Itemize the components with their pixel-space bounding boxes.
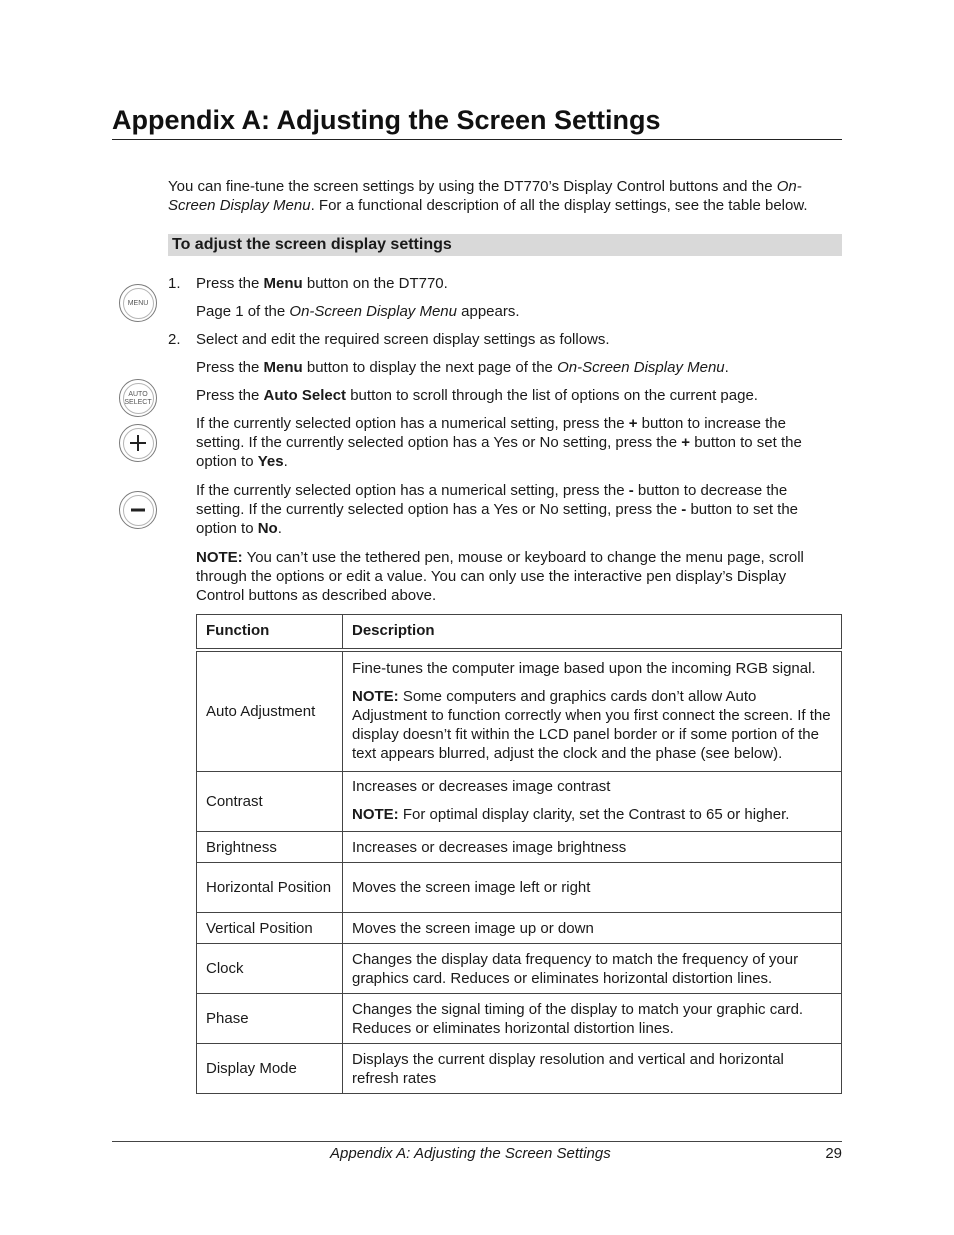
row-function: Vertical Position xyxy=(197,913,343,944)
table-row xyxy=(197,863,842,913)
table-header-row xyxy=(197,615,842,651)
row-function: Auto Adjustment xyxy=(197,650,343,772)
row-note: NOTE: Some computers and graphics cards don’t allow Auto Adjustment to function correctly when you first connect the screen. If the display doesn’t fit within the LCD panel border or if some portion of the text appears blurred, adjust the clock and the phase (see below). xyxy=(352,688,831,762)
plus-instruction: If the currently selected option has a numerical setting, press the + button to increase the setting. If the currently selected option has a Yes or No setting, press the + button to set the option to Yes. xyxy=(196,415,802,470)
menu-button-icon: MENU xyxy=(119,284,157,322)
row-function: Display Mode xyxy=(197,1044,343,1094)
page-title: Appendix A: Adjusting the Screen Settings xyxy=(112,105,661,135)
table-row xyxy=(197,650,842,772)
plus-button-icon xyxy=(119,424,157,462)
minus-instruction: If the currently selected option has a numerical setting, press the - button to decrease the setting. If the currently selected option has a Yes or No setting, press the - button to set the option to No. xyxy=(196,482,799,537)
table-row xyxy=(197,772,842,832)
header-function: Function xyxy=(197,615,343,651)
row-function: Phase xyxy=(197,994,343,1044)
page-number: 29 xyxy=(825,1145,842,1162)
note-paragraph: NOTE: You can’t use the tethered pen, mouse or keyboard to change the menu page, scroll through the options or edit a value. You can only use the interactive pen display’s Display Control buttons as described above. xyxy=(196,549,804,604)
table-row xyxy=(197,944,842,994)
table-row xyxy=(197,1044,842,1094)
table-row xyxy=(197,994,842,1044)
table-row xyxy=(197,913,842,944)
minus-icon xyxy=(129,501,147,519)
settings-table xyxy=(196,614,842,1094)
row-description: Moves the screen image left or right xyxy=(343,863,842,913)
section-heading: To adjust the screen display settings xyxy=(172,236,452,253)
row-description: Fine-tunes the computer image based upon the incoming RGB signal. NOTE: Some computers and graphics cards don’t allow Auto Adjustment to function correctly when you first connect the screen. If the display doesn’t fit within the LCD panel border or if some portion of the text appears blurred, adjust the clock and the phase (see below). xyxy=(343,650,842,772)
footer-divider xyxy=(112,1141,842,1142)
auto-select-button-icon: AUTO SELECT xyxy=(119,379,157,417)
header-description: Description xyxy=(343,615,842,651)
intro-paragraph: You can fine-tune the screen settings by using the DT770’s Display Control buttons and the On-Screen Display Menu. For a functional description of all the display settings, see the table below. xyxy=(168,178,808,214)
auto-select-instruction: Press the Auto Select button to scroll through the list of options on the current page. xyxy=(196,387,758,404)
plus-icon xyxy=(129,434,147,452)
minus-button-icon xyxy=(119,491,157,529)
footer-title: Appendix A: Adjusting the Screen Settings xyxy=(330,1145,611,1162)
row-description: Changes the display data frequency to match the frequency of your graphics card. Reduces or eliminates horizontal distortion lines. xyxy=(343,944,842,994)
row-description: Changes the signal timing of the display to match your graphic card. Reduces or eliminates horizontal distortion lines. xyxy=(343,994,842,1044)
row-description: Displays the current display resolution and vertical and horizontal refresh rates xyxy=(343,1044,842,1094)
row-function: Clock xyxy=(197,944,343,994)
row-function: Brightness xyxy=(197,832,343,863)
row-description: Moves the screen image up or down xyxy=(343,913,842,944)
step-1-number: 1. xyxy=(168,275,181,292)
row-description: Increases or decreases image brightness xyxy=(343,832,842,863)
step-1-text: Press the Menu button on the DT770. xyxy=(196,275,448,292)
menu-instruction: Press the Menu button to display the next page of the On-Screen Display Menu. xyxy=(196,359,729,376)
row-note: NOTE: For optimal display clarity, set the Contrast to 65 or higher. xyxy=(352,806,790,823)
row-description: Increases or decreases image contrast NOTE: For optimal display clarity, set the Contrast to 65 or higher. xyxy=(343,772,842,832)
section-heading-bar xyxy=(168,234,842,256)
row-function: Contrast xyxy=(197,772,343,832)
step-1-result: Page 1 of the On-Screen Display Menu appears. xyxy=(196,303,520,320)
step-2-text: Select and edit the required screen display settings as follows. xyxy=(196,331,610,348)
title-divider xyxy=(112,139,842,140)
step-2-number: 2. xyxy=(168,331,181,348)
row-function: Horizontal Position xyxy=(197,863,343,913)
table-row xyxy=(197,832,842,863)
